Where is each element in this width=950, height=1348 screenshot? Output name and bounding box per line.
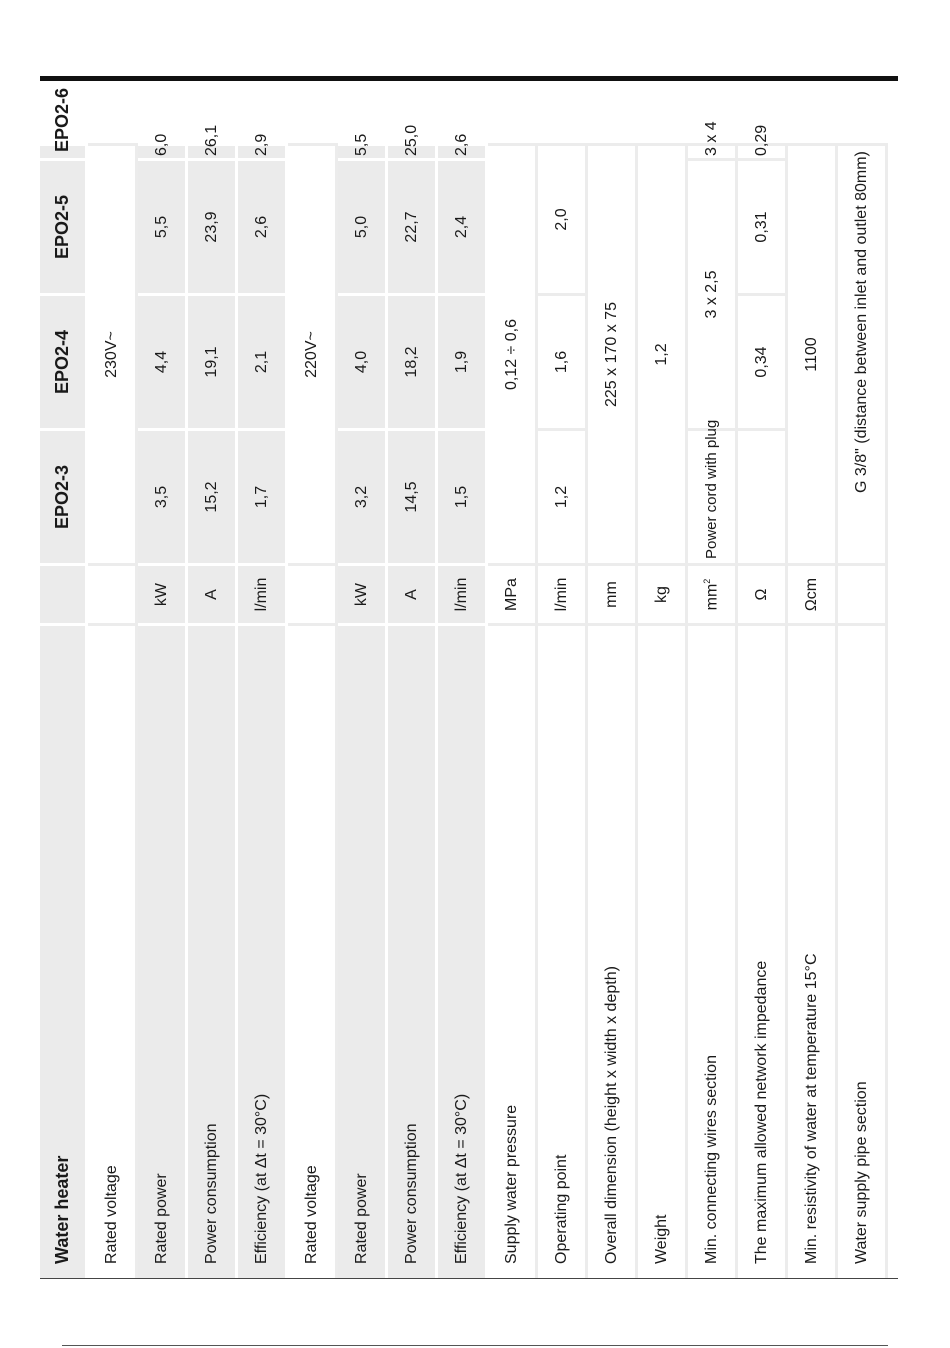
table-row: Rated voltage 230V~ — [88, 143, 138, 1278]
table-row: Rated power kW 3,5 4,4 5,5 6,0 — [138, 143, 188, 1278]
table-bottom-rule — [40, 1278, 898, 1279]
top-rule — [40, 76, 898, 81]
spec-table-rotated — [40, 87, 898, 1278]
table-row: Rated voltage 220V~ — [288, 143, 338, 1278]
table-row: Power consumption A 14,5 18,2 22,7 25,0 — [388, 143, 438, 1278]
table-row: Supply water pressure MPa 0,12 ÷ 0,6 — [488, 143, 538, 1278]
model-epo2-6: EPO2-6 — [40, 143, 88, 158]
model-epo2-4: EPO2-4 — [40, 293, 88, 428]
table-row: Rated power kW 3,2 4,0 5,0 5,5 — [338, 143, 388, 1278]
table-row: Min. resistivity of water at temperature 15°C Ωcm 1100 — [788, 143, 838, 1278]
table-row: Min. connecting wires section $mm^2$ Power cord with plug 3 x 2,5 3 x 4 — [688, 143, 738, 1278]
table-row: Efficiency (at Δt = 30°C) l/min 1,7 2,1 2,6 2,9 — [238, 143, 288, 1278]
model-epo2-3: EPO2-3 — [40, 428, 88, 563]
table-row: Water supply pipe section G 3/8" (distance between inlet and outlet 80mm) — [838, 143, 888, 1278]
table-row: Efficiency (at Δt = 30°C) l/min 1,5 1,9 2,4 2,6 — [438, 143, 488, 1278]
table-row: The maximum allowed network impedance Ω 0,34 0,31 0,29 — [738, 143, 788, 1278]
table-row: Weight kg 1,2 — [638, 143, 688, 1278]
table-row: Power consumption A 15,2 19,1 23,9 26,1 — [188, 143, 238, 1278]
table-title: Water heater — [40, 623, 88, 1278]
spec-table — [40, 87, 888, 1278]
table-row: Overall dimension (height x width x depth) mm 225 x 170 x 75 — [588, 143, 638, 1278]
page-footer-rule — [62, 1345, 888, 1346]
table-row: Operating point l/min 1,2 1,6 2,0 — [538, 143, 588, 1278]
unit-header — [40, 563, 88, 623]
model-epo2-5: EPO2-5 — [40, 158, 88, 293]
header-row — [40, 143, 88, 1278]
